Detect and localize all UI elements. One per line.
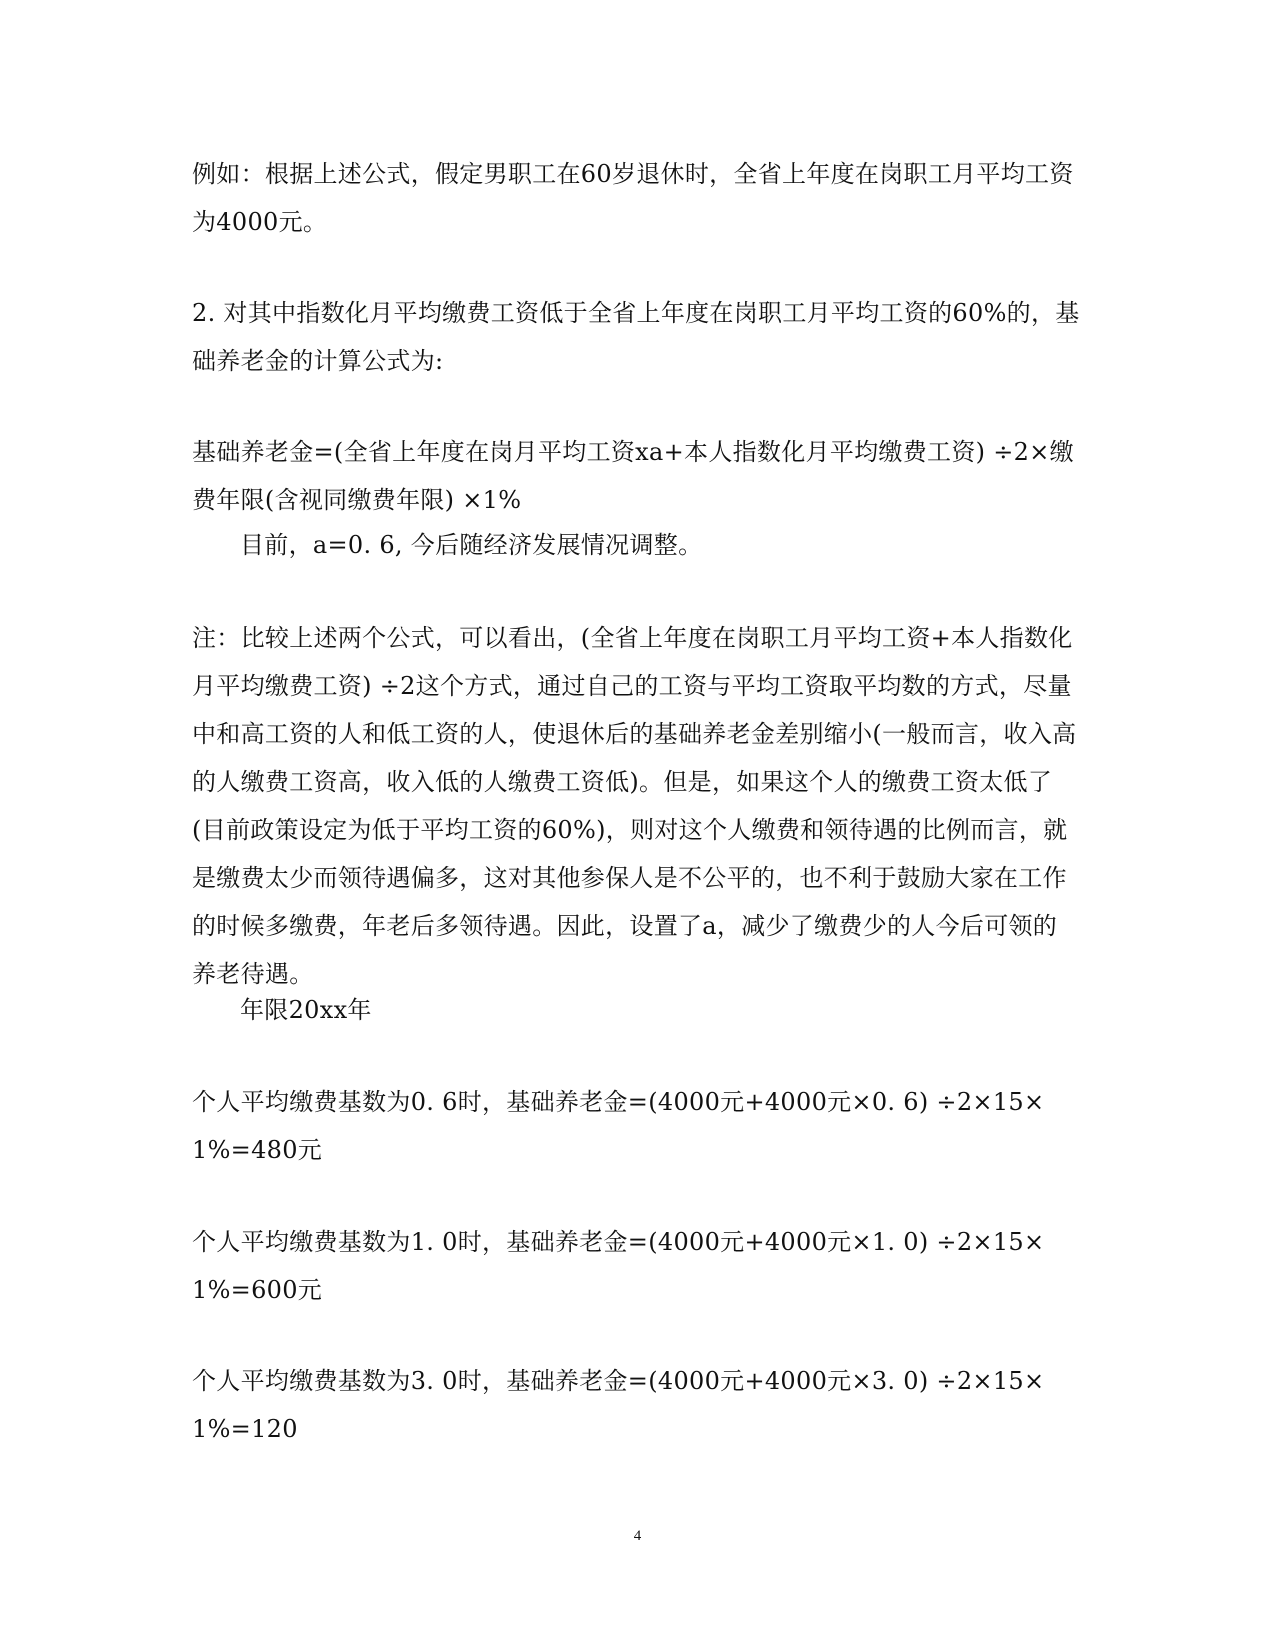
paragraph-example-intro: 例如：根据上述公式，假定男职工在60岁退休时，全省上年度在岗职工月平均工资为4000元。	[192, 160, 1074, 236]
paragraph-case-3-0: 个人平均缴费基数为3. 0时，基础养老金=(4000元+4000元×3. 0) ÷2×15×1%=120	[192, 1367, 1045, 1443]
paragraph-note: 注：比较上述两个公式，可以看出，(全省上年度在岗职工月平均工资+本人指数化月平均缴费工资) ÷2这个方式，通过自己的工资与平均工资取平均数的方式，尽量中和高工资的人和低工资的人，使退休后的基础养老金差别缩小(一般而言，收入高的人缴费工资高，收入低的人缴费工资低)。但是，如果这个人的缴费工资太低了(目前政策设定为低于平均工资的60%)，则对这个人缴费和领待遇的比例而言，就是缴费太少而领待遇偏多，这对其他参保人是不公平的，也不利于鼓励大家在工作的时候多缴费，年老后多领待遇。因此，设置了a，减少了缴费少的人今后可领的养老待遇。	[192, 624, 1077, 988]
paragraph-years: 年限20xx年	[240, 996, 372, 1024]
paragraph-case-0-6: 个人平均缴费基数为0. 6时，基础养老金=(4000元+4000元×0. 6) ÷2×15×1%=480元	[192, 1088, 1045, 1164]
paragraph-basic-pension-formula: 基础养老金=(全省上年度在岗月平均工资xa+本人指数化月平均缴费工资) ÷2×缴费年限(含视同缴费年限) ×1%	[192, 438, 1074, 514]
paragraph-formula-condition: 2. 对其中指数化月平均缴费工资低于全省上年度在岗职工月平均工资的60%的，基础养老金的计算公式为:	[192, 299, 1080, 375]
paragraph-case-1-0: 个人平均缴费基数为1. 0时，基础养老金=(4000元+4000元×1. 0) ÷2×15×1%=600元	[192, 1228, 1045, 1304]
page-number: 4	[633, 1528, 642, 1544]
paragraph-current-a-value: 目前，a=0. 6, 今后随经济发展情况调整。	[240, 531, 703, 559]
